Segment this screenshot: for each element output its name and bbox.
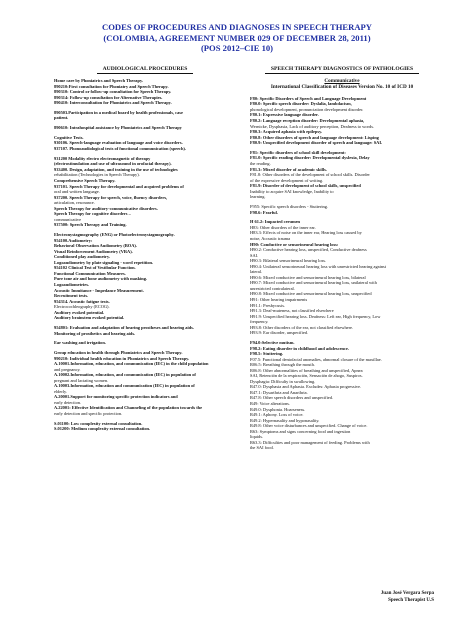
procedure-line: Acoustic Immitance - Impedance Measurement. bbox=[54, 287, 144, 293]
icd-version-heading: International Classification of Diseases Version No. 10 of ICD 10 bbox=[270, 84, 414, 91]
diagnosis-line: the reading. bbox=[250, 161, 271, 167]
procedure-line: early detection. bbox=[54, 399, 82, 405]
procedure-line: rehabilitation (Technologies in Speech Therapy). bbox=[54, 172, 140, 178]
procedure-line: and pregnancy. bbox=[54, 366, 81, 372]
procedure-line: Auditory brainstem evoked potential. bbox=[54, 315, 125, 321]
procedure-line: 954801: Evaluation and adaptation of hearing prostheses and hearing aids. bbox=[54, 325, 194, 330]
diagnosis-line: F81.9: Disorder of development of school skills, unspecified bbox=[250, 183, 361, 189]
procedure-line: 931200 Modality electro electromagnetic of therapy bbox=[54, 155, 151, 161]
diagnosis-line: H90.6: Mixed conductive and sensorineural hearing loss, bilateral bbox=[250, 274, 366, 280]
procedure-line: Speech Therapy for cognitive disorders – bbox=[54, 211, 131, 217]
procedure-line: 954102 Clinical Test of Vestibular Function. bbox=[54, 265, 136, 271]
procedure-line: 937107. Phonoaudiological tests of functional communication (speech). bbox=[54, 146, 186, 152]
diagnosis-line: H 61.2: Impacted cerumen bbox=[250, 219, 300, 225]
diagnosis-line: F81: Specific disorders of school skill development: bbox=[250, 149, 346, 155]
procedure-line: pregnant and lactating women. bbox=[54, 377, 109, 383]
diagnosis-line: F80.2: Language reception disorder: Developmental aphasia, bbox=[250, 118, 365, 123]
diagnostics-list bbox=[250, 96, 434, 451]
procedure-line: 933400. Design, adaptation, and training in the use of technologies bbox=[54, 166, 178, 172]
procedure-line: 937101. Speech Therapy for developmental and acquired problems of bbox=[54, 183, 184, 189]
diagnosis-line: Dysphagia: Difficulty in swallowing. bbox=[250, 378, 316, 384]
diagnosis-line: liquids. bbox=[250, 434, 264, 440]
procedure-line: 954314. Acoustic fatigue tests. bbox=[54, 298, 110, 304]
procedure-line: Logoaudiometries. bbox=[54, 281, 90, 287]
diagnosis-line: SAI, Retención de la respiración, Sensación de ahogo, Suspiros. bbox=[250, 373, 363, 379]
procedure-line: Conditioned play audiometry. bbox=[54, 254, 110, 260]
diagnosis-line: H91: Other hearing impairments bbox=[250, 296, 308, 302]
diagnostics-subheading: Communicative bbox=[324, 78, 360, 84]
procedure-line: 890210:First consultation for Phoniatry and Speech Therapy. bbox=[54, 83, 169, 89]
diagnosis-line: R63.3: Difficulties and poor management of feeding. Problems with bbox=[250, 439, 370, 445]
diagnosis-line: F80.0: Specific speech disorder: Dyslalia, lambdacism, bbox=[250, 101, 352, 107]
diagnosis-line: R47.1: Dysarthria and Anarthria. bbox=[250, 389, 308, 395]
diagnosis-line: H90: Conductive or sensorineural hearing loss: bbox=[250, 241, 339, 247]
diagnosis-line: F98.6: Fearful. bbox=[250, 209, 278, 215]
diagnosis-line: Inability to acquire SAI knowledge, Inability to bbox=[250, 188, 334, 194]
diagnosis-line: phonological development, pronunciation development disorder. bbox=[250, 106, 364, 112]
diagnosis-line: H93.8: Other disorders of the ear, not classified elsewhere. bbox=[250, 324, 354, 330]
diagnosis-line: of the expressive development of writing. bbox=[250, 177, 324, 183]
diagnosis-line: F80.8: Other disorders of speech and language development: Lisping bbox=[250, 134, 379, 140]
diagnosis-line: F81.0: Specific reading disorder: Developmental dyslexia, Delay bbox=[250, 155, 370, 161]
procedure-line: A.10003.Information, education and communication (IEC) in population of bbox=[54, 383, 195, 389]
diagnosis-line: H90.3: Bilateral sensorineural hearing loss. bbox=[250, 258, 327, 264]
procedure-line: 890310: Control or follow-up consultation for Speech Therapy. bbox=[54, 89, 172, 95]
diagnosis-line: lateral. bbox=[250, 269, 263, 275]
procedure-line: 954100.Audiometry: bbox=[54, 237, 93, 243]
procedure-line: S.01100: Low complexity external consultation. bbox=[54, 420, 143, 426]
procedure-line: A.22001: Effective Identification and Channeling of the population towards the bbox=[54, 405, 203, 411]
procedure-line: Home care by Phoniatrics and Speech Therapy. bbox=[54, 78, 143, 83]
diagnosis-line: F81.3: Mixed disorder of academic skills. bbox=[250, 166, 327, 172]
title-line-2: (COLOMBIA, AGREEMENT NUMBER 029 OF DECEMBER 28, 2011) bbox=[103, 32, 371, 43]
diagnosis-line: R49.2: Hypernasality and hyponasality. bbox=[250, 417, 320, 423]
procedure-line: communicative bbox=[54, 216, 82, 222]
diagnosis-line: frequency. bbox=[250, 319, 269, 325]
procedure-line: Electronystagmography (ENG) or Photoelectronystagmography. bbox=[54, 232, 175, 238]
diagnosis-line: R63: Symptoms and signs concerning food and ingestion bbox=[250, 428, 351, 434]
title-line-3: (POS 2012–CIE 10) bbox=[200, 43, 274, 54]
diagnosis-line: H90.4: Unilateral sensorineural hearing loss with unrestricted hearing against bbox=[250, 263, 386, 269]
procedure-line: 937500: Speech Therapy and Training. bbox=[54, 222, 127, 228]
diagnostics-heading: SPEECH THERAPY DIAGNOSTICS OF PATHOLOGIES bbox=[250, 66, 434, 73]
diagnosis-line: H91.1: Presbycusis. bbox=[250, 302, 286, 308]
diagnosis-line: R49.0: Dysphonia. Hoarseness. bbox=[250, 406, 306, 412]
diagnosis-line: H83.3: Effects of noise on the inner ear, Hearing loss caused by bbox=[250, 230, 362, 236]
diagnosis-line: F81.8: Other disorders of the development of school skills. Disorder bbox=[250, 172, 370, 178]
procedure-line: Electrocochleography (ECOG). bbox=[54, 304, 110, 310]
diagnosis-line: H91.3: Deaf-muteness, not classified elsewhere bbox=[250, 308, 334, 314]
diagnosis-line: H91.9: Unspecified hearing loss. Deafness: Left ear, High frequency, Low bbox=[250, 313, 381, 319]
diagnosis-line: H90.8: Mixed conductive and sensorineural hearing loss, unspecified bbox=[250, 291, 372, 297]
diagnosis-line: F94.0:Selective mutism. bbox=[250, 339, 295, 345]
procedure-line: Logoaudiometry by plate signaling - word repetition. bbox=[54, 259, 154, 265]
procedure-line: Auditory evoked potential. bbox=[54, 309, 105, 315]
diagnosis-line: R06.5: Breathing through the mouth. bbox=[250, 362, 315, 368]
procedure-line: Recruitment tests. bbox=[54, 293, 89, 299]
diagnosis-line: Wernicke, Dysphasia, Lack of auditory perception, Deafness to words. bbox=[250, 123, 375, 129]
diagnosis-line: learning. bbox=[250, 194, 266, 200]
procedure-line: Ear washing and irrigation. bbox=[54, 340, 106, 346]
procedures-list bbox=[54, 78, 236, 432]
diagnosis-line: noise, Acoustic trauma bbox=[250, 235, 291, 241]
signature-name: Juan José Vergara Serpa bbox=[380, 591, 434, 596]
diagnosis-line: H90.2: Conductive hearing loss, unspecified, Conductive deafness bbox=[250, 247, 367, 253]
diagnosis-line: H93.9: Ear disorder, unspecified. bbox=[250, 330, 309, 336]
procedure-line: Monitoring of prosthetics and hearing aids. bbox=[54, 330, 136, 336]
diagnosis-line: F98.5: Stuttering. bbox=[250, 351, 284, 357]
diagnosis-line: F80.3: Acquired aphasia with epilepsy. bbox=[250, 129, 323, 135]
procedure-line: 930106. Speech-language evaluation of language and voice disorders. bbox=[54, 140, 183, 146]
diagnosis-line: F955: Specific speech disorders - Stuttering. bbox=[250, 204, 329, 210]
diagnosis-line: SAI. bbox=[250, 252, 259, 258]
diagnosis-line: the SAI food. bbox=[250, 445, 274, 451]
procedure-line: Group education in health through Phoniatrics and Speech Therapy. bbox=[54, 350, 183, 356]
procedures-column bbox=[54, 66, 236, 606]
procedure-line: Behavioral Observation Audiometry (BOA). bbox=[54, 243, 137, 249]
procedure-line: patient. bbox=[54, 115, 69, 121]
diagnosis-line: H90.7: Mixed conductive and sensorineural hearing loss, unilateral with bbox=[250, 280, 377, 286]
signature-role: Speech Therapist U.S bbox=[388, 598, 434, 603]
procedure-line: Pure tone air and bone audiometry with masking. bbox=[54, 276, 148, 282]
procedure-line: Visual Reinforcement Audiometry (VRA). bbox=[54, 248, 133, 254]
procedure-line: Cognitive Tests. bbox=[54, 134, 84, 140]
procedure-line: 890314: Follow-up consultation for Alternative Therapies. bbox=[54, 94, 163, 100]
procedure-line: elderly. bbox=[54, 388, 68, 394]
document-title bbox=[0, 22, 474, 54]
diagnosis-line: F80.1: Expressive language disorder. bbox=[250, 112, 319, 118]
procedure-line: 990210: Individual health education in Phoniatrics and Speech Therapy. bbox=[54, 355, 190, 361]
diagnostics-column bbox=[250, 66, 434, 606]
procedure-line: 890410: Interconsultation for Phoniatrics and Speech Therapy. bbox=[54, 100, 172, 106]
diagnosis-line: R49.1: Aphony. Loss of voice. bbox=[250, 412, 304, 418]
diagnosis-line: F07.5: Functional dentofacial anomalies, abnormal closure of the maxillae. bbox=[250, 356, 382, 362]
procedure-line: 890503.Participation in a medical board by health professionals, case bbox=[54, 109, 183, 115]
diagnosis-line: R49: Voice alterations. bbox=[250, 401, 290, 406]
procedure-line: A.10002.Information, education, and communication (IEC) in population of bbox=[54, 372, 196, 378]
signature-block bbox=[381, 590, 434, 604]
procedure-line: Functional Communication Measures. bbox=[54, 270, 126, 276]
title-line-1: CODES OF PROCEDURES AND DIAGNOSES IN SPEECH THERAPY bbox=[101, 22, 373, 32]
diagnosis-line: R06.8: Other abnormalities of breathing and unspecified, Apnea bbox=[250, 367, 363, 373]
diagnosis-line: R47.0: Dysphasia and Aphasia. Excludes: Aphasia progressive. bbox=[250, 384, 362, 390]
procedure-line: early detection and specific protection. bbox=[54, 411, 123, 417]
procedure-line: 937200. Speech Therapy for speech, voice, fluency disorders, bbox=[54, 194, 168, 200]
procedure-line: A.20001.Support for monitoring specific protection indicators and bbox=[54, 394, 178, 400]
diagnosis-line: H83: Other disorders of the inner ear. bbox=[250, 224, 316, 230]
diagnosis-line: R47.8: Other speech disorders and unspecified. bbox=[250, 395, 334, 401]
procedure-line: A.10001.Information, education, and communication (IEC) in the child population bbox=[54, 361, 209, 367]
diagnosis-line: R49.8: Other voice disturbances and unspecified. Change of voice. bbox=[250, 423, 368, 429]
diagnosis-line: F80.9: Unspecified development disorder of speech and language: SAI. bbox=[250, 140, 383, 146]
procedure-line: S.01200: Medium complexity external consultation. bbox=[54, 426, 151, 432]
diagnosis-line: F80: Specific Disorders of Speech and Language Development bbox=[250, 95, 367, 101]
diagnosis-line: unrestricted contralateral. bbox=[250, 285, 295, 291]
procedure-line: oral and written language. bbox=[54, 189, 100, 195]
diagnosis-line: F98.2: Eating disorder in childhood and adolescence. bbox=[250, 345, 349, 351]
procedures-heading: AUDIOLOGICAL PROCEDURES bbox=[54, 66, 236, 73]
procedure-line: 890610: Intrahospital assistance by Phoniatrics and Speech Therapy bbox=[54, 125, 182, 131]
procedure-line: Speech Therapy for auditory-communicative disorders. bbox=[54, 205, 158, 211]
procedure-line: (electrostimulation and use of ultrasound in orofacial therapy). bbox=[54, 161, 172, 167]
procedure-line: Comprehensive Speech Therapy. bbox=[54, 177, 116, 183]
procedure-line: articulation, resonance. bbox=[54, 200, 95, 206]
